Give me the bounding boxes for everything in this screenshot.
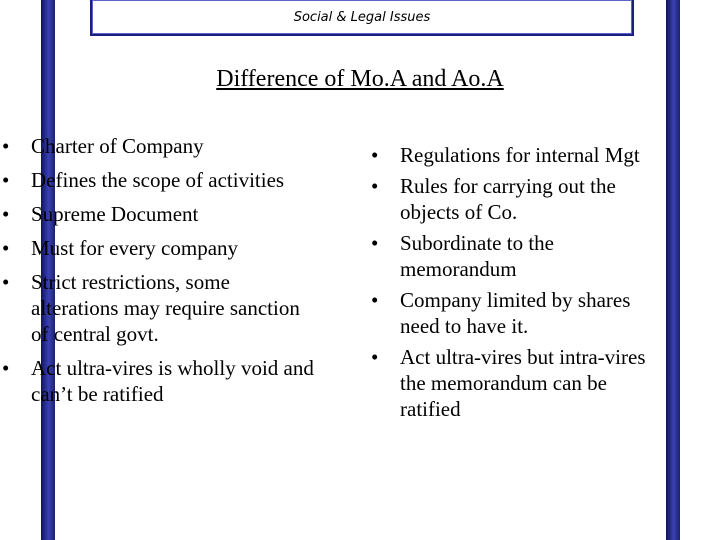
right-bullet-list bbox=[371, 142, 671, 427]
list-item bbox=[371, 287, 671, 339]
bullet-icon: • bbox=[2, 202, 10, 226]
bullet-icon: • bbox=[371, 143, 379, 167]
list-item bbox=[371, 230, 671, 282]
list-item bbox=[2, 235, 322, 261]
list-item-text: Defines the scope of activities bbox=[31, 168, 285, 192]
list-item bbox=[371, 142, 671, 168]
header-banner bbox=[90, 0, 634, 36]
list-item bbox=[371, 173, 671, 225]
list-item-text: Act ultra-vires is wholly void and can’t be ratified bbox=[31, 356, 314, 406]
list-item-text: Must for every company bbox=[31, 236, 239, 260]
list-item bbox=[2, 355, 322, 407]
list-item-text: Regulations for internal Mgt bbox=[400, 143, 640, 167]
bullet-icon: • bbox=[2, 168, 10, 192]
list-item-text: Subordinate to the memorandum bbox=[400, 231, 554, 281]
slide-title: Difference of Mo.A and Ao.A bbox=[216, 66, 504, 92]
list-item bbox=[2, 133, 322, 159]
bullet-icon: • bbox=[371, 345, 379, 369]
list-item-text: Strict restrictions, some alterations may require sanction of central govt. bbox=[31, 270, 300, 346]
bullet-icon: • bbox=[2, 270, 10, 294]
bullet-icon: • bbox=[371, 288, 379, 312]
bullet-icon: • bbox=[2, 134, 10, 158]
header-text: Social & Legal Issues bbox=[293, 9, 431, 25]
list-item-text: Charter of Company bbox=[31, 134, 204, 158]
list-item bbox=[2, 269, 322, 347]
bullet-icon: • bbox=[2, 236, 10, 260]
list-item bbox=[2, 167, 322, 193]
bullet-icon: • bbox=[2, 356, 10, 380]
list-item bbox=[2, 201, 322, 227]
left-bullet-list bbox=[2, 133, 322, 415]
list-item bbox=[371, 344, 671, 422]
bullet-icon: • bbox=[371, 231, 379, 255]
list-item-text: Rules for carrying out the objects of Co. bbox=[400, 174, 616, 224]
list-item-text: Company limited by shares need to have it. bbox=[400, 288, 631, 338]
list-item-text: Supreme Document bbox=[31, 202, 199, 226]
bullet-icon: • bbox=[371, 174, 379, 198]
list-item-text: Act ultra-vires but intra-vires the memorandum can be ratified bbox=[400, 345, 646, 421]
